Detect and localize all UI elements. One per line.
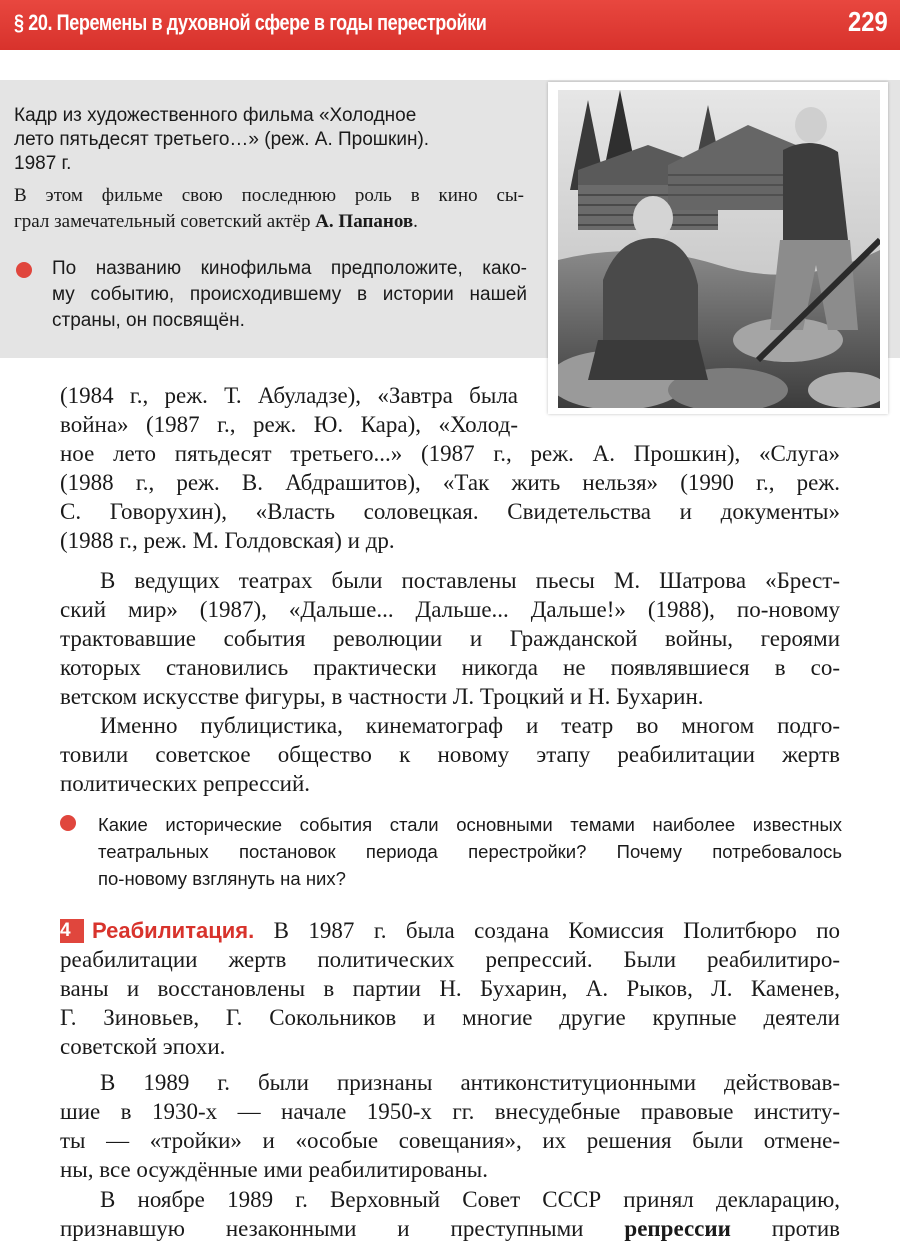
film-still-illustration <box>558 90 880 408</box>
caption-title-line: лето пятьдесят третьего…» (реж. А. Прошкин). <box>14 129 430 150</box>
text-line: (1984 г., реж. Т. Абуладзе), «Завтра была <box>60 383 518 408</box>
question-line: страны, он посвящён. <box>52 310 245 331</box>
caption-title <box>14 104 524 176</box>
text-line: политических репрессий. <box>60 771 311 796</box>
section-title: Реабилитация. <box>92 918 255 943</box>
caption-text-line: В этом фильме свою последнюю роль в кино сы- <box>14 185 524 206</box>
page-number: 229 <box>848 6 888 37</box>
caption-text-line: грал замечательный советский актёр А. Папанов. <box>14 211 418 232</box>
question-bullet-icon <box>60 815 76 831</box>
films-paragraph-narrow <box>60 381 518 439</box>
text-line: реабилитации жертв политических репрессий. Были реабилитиро- <box>60 947 840 972</box>
actor-name: А. Папанов <box>315 211 414 232</box>
text-line: Именно публицистика, кинематограф и театр во многом подго- <box>100 713 840 738</box>
text-line: В ведущих театрах были поставлены пьесы М. Шатрова «Брест- <box>100 568 840 593</box>
question-line: Какие исторические события стали основными темами наиболее известных <box>98 814 842 835</box>
text-line: ваны и восстановлены в партии Н. Бухарин, А. Рыков, Л. Каменев, <box>60 976 840 1001</box>
text-line: ты — «тройки» и «особые совещания», их решения были отмене- <box>60 1128 840 1153</box>
emphasis-term: репрессии <box>624 1216 731 1241</box>
text-line: В ноябре 1989 г. Верховный Совет СССР принял декларацию, <box>100 1187 840 1212</box>
text-line: война» (1987 г., реж. Ю. Кара), «Холод- <box>60 412 518 437</box>
text-line: Г. Зиновьев, Г. Сокольников и многие другие крупные деятели <box>60 1005 840 1030</box>
theatre-paragraph <box>60 566 840 711</box>
question-line: по-новому взглянуть на них? <box>98 868 346 889</box>
paragraph-november-1989 <box>60 1185 840 1243</box>
chapter-title: § 20. Перемены в духовной сфере в годы перестройки <box>14 10 487 35</box>
publicistics-paragraph <box>60 711 840 798</box>
text-line: В 1989 г. были признаны антиконституционными действовав- <box>100 1070 840 1095</box>
text-line: ное лето пятьдесят третьего...» (1987 г., реж. А. Прошкин), «Слуга» <box>60 441 840 466</box>
text-line: трактовавшие события революции и Гражданской войны, героями <box>60 626 840 651</box>
text-line: (1988 г., реж. В. Абдрашитов), «Так жить нельзя» (1990 г., реж. <box>60 470 840 495</box>
question-line: му событию, происходившему в истории нашей <box>52 284 527 305</box>
text-line: ны, все осуждённые ими реабилитированы. <box>60 1157 488 1182</box>
text-line: С. Говорухин), «Власть соловецкая. Свидетельства и документы» <box>60 499 840 524</box>
film-still-photo <box>558 90 880 408</box>
question-bullet-icon <box>16 262 32 278</box>
text-line: признавшую незаконными и преступными репрессии против <box>60 1216 841 1241</box>
text-line: которых становились практически никогда не появлявшиеся в со- <box>60 655 840 680</box>
caption-title-line: 1987 г. <box>14 153 72 174</box>
text-line: ветском искусстве фигуры, в частности Л. Троцкий и Н. Бухарин. <box>60 684 704 709</box>
section-number-badge: 4 <box>60 919 84 943</box>
text-line: шие в 1930-х — начале 1950-х гг. внесудебные правовые институ- <box>60 1099 840 1124</box>
caption-text <box>14 183 524 235</box>
page-header <box>0 0 900 50</box>
text-line: (1988 г., реж. М. Голдовская) и др. <box>60 528 395 553</box>
text-line: товили советское общество к новому этапу реабилитации жертв <box>60 742 840 767</box>
text-line: советской эпохи. <box>60 1034 226 1059</box>
question-block <box>98 811 842 892</box>
films-paragraph <box>60 439 840 555</box>
paragraph-1989 <box>60 1068 840 1184</box>
question-line: театральных постановок периода перестройки? Почему потребовалось <box>98 841 842 862</box>
caption-question <box>52 256 527 334</box>
text-line: ский мир» (1987), «Дальше... Дальше... Дальше!» (1988), по-новому <box>60 597 840 622</box>
section-rehabilitation <box>60 916 840 1061</box>
question-line: По названию кинофильма предположите, како- <box>52 258 527 279</box>
section-heading-line: 4 Реабилитация. В 1987 г. была создана Комиссия Политбюро по <box>60 918 840 943</box>
caption-title-line: Кадр из художественного фильма «Холодное <box>14 105 417 126</box>
